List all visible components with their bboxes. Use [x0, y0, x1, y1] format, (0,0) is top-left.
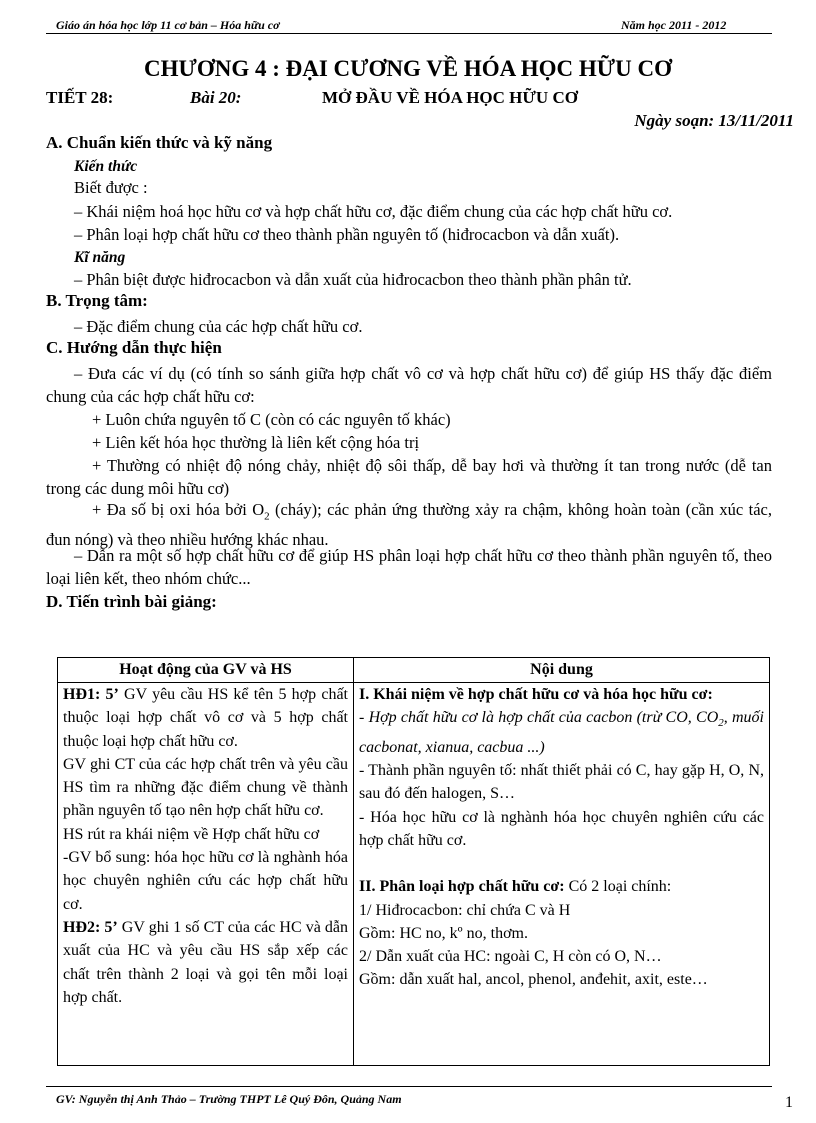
- guide-bullet-4: + Đa số bị oxi hóa bởi $O_2$ (cháy); các phản ứng thường xảy ra chậm, không hoàn toàn (cần xúc tác, đun nóng) và theo nhiều hướng khác nhau.: [46, 500, 772, 550]
- section-a-heading: A. Chuẩn kiến thức và kỹ năng: [46, 133, 273, 152]
- content-item: Gồm: dẫn xuất hal, ancol, phenol, anđehit, axit, este…: [359, 971, 708, 989]
- focus-item: – Đặc điểm chung của các hợp chất hữu cơ.: [74, 317, 363, 336]
- section-c-heading: C. Hướng dẫn thực hiện: [46, 338, 222, 357]
- content-item: 2/ Dẫn xuất của HC: ngoài C, H còn có O, N…: [359, 948, 662, 966]
- know-item-1: – Khái niệm hoá học hữu cơ và hợp chất hữu cơ, đặc điểm chung của các hợp chất hữu cơ.: [74, 202, 673, 221]
- activity-paragraph: HS rút ra khái niệm về Hợp chất hữu cơ: [63, 825, 320, 843]
- page-number: 1: [785, 1094, 793, 1111]
- knowledge-label: Kiến thức: [74, 158, 138, 175]
- header-left: Giáo án hóa học lớp 11 cơ bản – Hóa hữu cơ: [56, 18, 280, 32]
- content-item: 1/ Hiđrocacbon: chỉ chứa C và H: [359, 901, 571, 919]
- section-d-heading: D. Tiến trình bài giảng:: [46, 592, 217, 611]
- chapter-title: CHƯƠNG 4 : ĐẠI CƯƠNG VỀ HÓA HỌC HỮU CƠ: [144, 56, 672, 81]
- activity-paragraph: GV ghi CT của các hợp chất trên và yêu cầu HS tìm ra những đặc điểm chung về thành phần nguyên tố tạo nên hợp chất hữu cơ.: [63, 755, 348, 820]
- col-header-content: Nội dung: [354, 658, 770, 683]
- guide-bullet-3: + Thường có nhiệt độ nóng chảy, nhiệt độ sôi thấp, dễ bay hơi và thường ít tan trong nước (dễ tan trong các dung môi hữu cơ): [46, 456, 772, 498]
- prepared-date: Ngày soạn: 13/11/2011: [634, 111, 794, 130]
- hd1-paragraph: HĐ1: 5’ GV yêu cầu HS kể tên 5 hợp chất thuộc loại hợp chất vô cơ và 5 hợp chất thuộc loại hợp chất hữu cơ.: [63, 686, 348, 750]
- footer-text: GV: Nguyễn thị Anh Thảo – Trường THPT Lê Quý Đôn, Quảng Nam: [56, 1092, 402, 1106]
- content-spacer: [359, 852, 764, 875]
- know-item-2: – Phân loại hợp chất hữu cơ theo thành phần nguyên tố (hiđrocacbon và dẫn xuất).: [74, 225, 620, 244]
- skill-item: – Phân biệt được hiđrocacbon và dẫn xuất của hiđrocacbon theo thành phần phân tử.: [74, 270, 632, 289]
- lesson-period: TIẾT 28:: [46, 88, 114, 107]
- col-header-activity: Hoạt động của GV và HS: [58, 658, 354, 683]
- section-b-heading: B. Trọng tâm:: [46, 291, 148, 310]
- content-heading-2: II. Phân loại hợp chất hữu cơ: Có 2 loại chính:: [359, 878, 672, 896]
- lesson-title: MỞ ĐẦU VỀ HÓA HỌC HỮU CƠ: [322, 88, 578, 107]
- content-heading-1: I. Khái niệm về hợp chất hữu cơ và hóa học hữu cơ:: [359, 686, 713, 703]
- content-cell: [354, 683, 770, 1066]
- lesson-number: Bài 20:: [190, 88, 242, 107]
- guide-bullet-2: + Liên kết hóa học thường là liên kết cộng hóa trị: [92, 433, 420, 452]
- guide-paragraph-2: – Dẫn ra một số hợp chất hữu cơ để giúp HS phân loại hợp chất hữu cơ theo thành phần nguyên tố, theo loại liên kết, theo nhóm chức...: [46, 546, 772, 588]
- activity-cell: [58, 683, 354, 1066]
- content-item: Gồm: HC no, kº no, thơm.: [359, 924, 528, 942]
- content-item: - Thành phần nguyên tố: nhất thiết phải có C, hay gặp H, O, N, sau đó đến halogen, S…: [359, 762, 764, 803]
- content-item: - Hợp chất hữu cơ là hợp chất của cacbon (trừ CO, $CO_2$, muối cacbonat, xianua, cacbua ...): [359, 709, 765, 756]
- footer-rule: [46, 1086, 772, 1087]
- content-item: - Hóa học hữu cơ là nghành hóa học chuyên nghiên cứu các hợp chất hữu cơ.: [359, 808, 764, 849]
- know-intro: Biết được :: [74, 178, 148, 197]
- header-right: Năm học 2011 - 2012: [621, 18, 727, 32]
- activity-paragraph: -GV bổ sung: hóa học hữu cơ là nghành hóa học chuyên nghiên cứu các hợp chất hữu cơ.: [63, 849, 348, 913]
- hd2-paragraph: HĐ2: 5’ GV ghi 1 số CT của các HC và dẫn xuất của HC và yêu cầu HS sắp xếp các chất trên thành 2 loại và gọi tên mỗi loại hợp chất.: [63, 918, 349, 1006]
- guide-bullet-1: + Luôn chứa nguyên tố C (còn có các nguyên tố khác): [92, 410, 451, 429]
- skill-label: Kĩ năng: [74, 249, 126, 266]
- guide-paragraph-1: – Đưa các ví dụ (có tính so sánh giữa hợp chất vô cơ và hợp chất hữu cơ) để giúp HS thấy đặc điểm chung của các hợp chất hữu cơ:: [46, 364, 772, 406]
- header-rule: [46, 33, 772, 34]
- lesson-table: [57, 657, 770, 1066]
